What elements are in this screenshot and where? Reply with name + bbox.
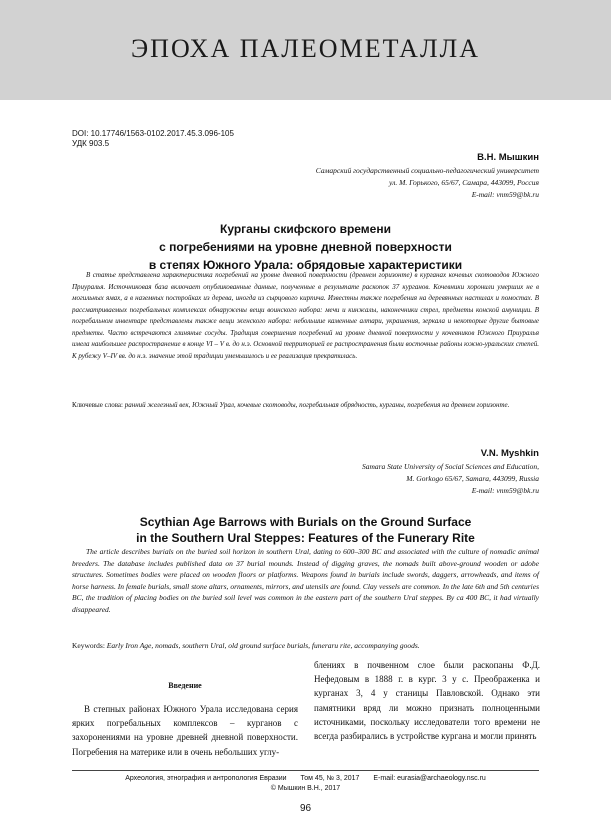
doi: DOI: 10.17746/1563-0102.2017.45.3.096-105 <box>72 129 234 138</box>
journal-name: Археология, этнография и антропология Евразии <box>125 775 287 782</box>
abstract-en-text: The article describes burials on the buried soil horizon in southern Ural, dating to 600–300 BC and associated with the culture of nomadic animal breeders. The database includes published data on 37 burial mounds. Instead of digging graves, the nomads built above-ground wooden or adobe structures. Sometimes bodies were placed on wooden floors or platforms. Weapons found in burials include swords, daggers, arrowheads, and items of horse harness. In female burials, small stone altars, ornaments, mirrors, and utensils are found. Clay vessels are common. In the late 6th and 5th centuries BC, the tradition of placing bodies on the buried soil level was common in the eastern part of the southern Ural steppes. By ca 400 BC, it had virtually disappeared. <box>72 547 539 614</box>
footer-journal-line <box>72 775 539 782</box>
udk: УДК 903.5 <box>72 139 110 148</box>
affiliation-ru-email: E-mail: vnm59@bk.ru <box>471 190 539 199</box>
keywords-en-values: Early Iron Age, nomads, southern Ural, old ground surface burials, funeraru rite, accompanying goods. <box>106 641 420 650</box>
title-en-line-1: Scythian Age Barrows with Burials on the Ground Surface <box>139 515 472 529</box>
footer-divider <box>72 770 539 771</box>
abstract-ru <box>72 270 539 362</box>
title-ru-line-3: в степях Южного Урала: обрядовые характеристики <box>148 258 463 272</box>
body-right-text: блениях в почвенном слое были раскопаны Ф.Д. Нефедовым в 1888 г. в кург. 3 у с. Преображенка и курганах 3, 4 у станицы Павловской. Однако эти памятники вряд ли можно признать полноценными источниками, поскольку исследователи того времени не всегда разбирались в устройстве кургана и могли принять <box>314 660 540 742</box>
abstract-ru-text: В статье представлена характеристика погребений на уровне дневной поверхности (древнем горизонте) в курганах кочевых скотоводов Южного Приуралья. Источниковая база включает опубликованные данные, полученные в результате раскопок 37 курганов. Кочевники хоронили умерших не в могильных ямах, а в наземных постройках из дерева, иногда из сырцового кирпича. Известны также погребения на деревянных настилах и помостах. В рассматриваемых погребальных комплексах обнаружены вещи воинского набора: мечи и кинжалы, наконечники стрел, предметы конской амуниции. В погребальном инвентаре представлены также вещи женского набора: небольшие каменные алтари, украшения, зеркала и некоторые другие бытовые предметы. Часто встречаются глиняные сосуды. Традиция совершения погребений на уровне дневной поверхности у кочевников Южного Приуралья имела наибольшее распространение в конце VI – V в. до н.э. Основной территорией ее распространения были восточные районы южно-уральских степей. К рубежу V–IV вв. до н.э. значение этой традиции уменьшилось и ее реализация прекратилась. <box>72 271 539 360</box>
affiliation-en-line-1: Samara State University of Social Sciences and Education, <box>361 462 539 471</box>
affiliation-ru-line-1: Самарский государственный социально-педагогический университет <box>315 166 539 175</box>
affiliation-en-line-2: M. Gorkogo 65/67, Samara, 443099, Russia <box>406 474 539 483</box>
author-en: V.N. Myshkin <box>480 448 539 459</box>
keywords-en <box>72 640 539 652</box>
affiliation-ru-line-2: ул. М. Горького, 65/67, Самара, 443099, Россия <box>389 178 539 187</box>
journal-volume: Том 45, № 3, 2017 <box>300 775 360 782</box>
affiliation-en-email: E-mail: vnm59@bk.ru <box>471 486 539 495</box>
keywords-ru-label: Ключевые слова: <box>72 401 123 409</box>
abstract-en <box>72 546 539 615</box>
article-title-ru <box>72 220 539 274</box>
keywords-en-label: Keywords: <box>72 641 105 650</box>
title-ru-line-2: с погребениями на уровне дневной поверхности <box>159 240 452 254</box>
body-column-left <box>72 702 298 759</box>
title-ru-line-1: Курганы скифского времени <box>220 222 391 236</box>
body-column-right <box>314 658 540 743</box>
section-heading: Введение <box>168 681 202 690</box>
section-title: ЭПОХА ПАЛЕОМЕТАЛЛА <box>131 34 480 63</box>
body-left-text: В степных районах Южного Урала исследована серия ярких погребальных комплексов – курганов с захоронениями на уровне древней дневной поверхности. Погребения на материке или в очень небольших углу- <box>72 704 298 757</box>
title-en-line-2: in the Southern Ural Steppes: Features of the Funerary Rite <box>136 531 475 545</box>
journal-email: E-mail: eurasia@archaeology.nsc.ru <box>373 775 486 782</box>
copyright: © Мышкин В.Н., 2017 <box>270 785 341 792</box>
page-number: 96 <box>299 803 312 814</box>
keywords-ru <box>72 400 539 412</box>
article-title-en <box>72 514 539 546</box>
keywords-ru-values: ранний железный век, Южный Урал, кочевые скотоводы, погребальная обрядность, курганы, погребения на древнем горизонте. <box>124 401 510 409</box>
author-ru: В.Н. Мышкин <box>477 152 539 163</box>
